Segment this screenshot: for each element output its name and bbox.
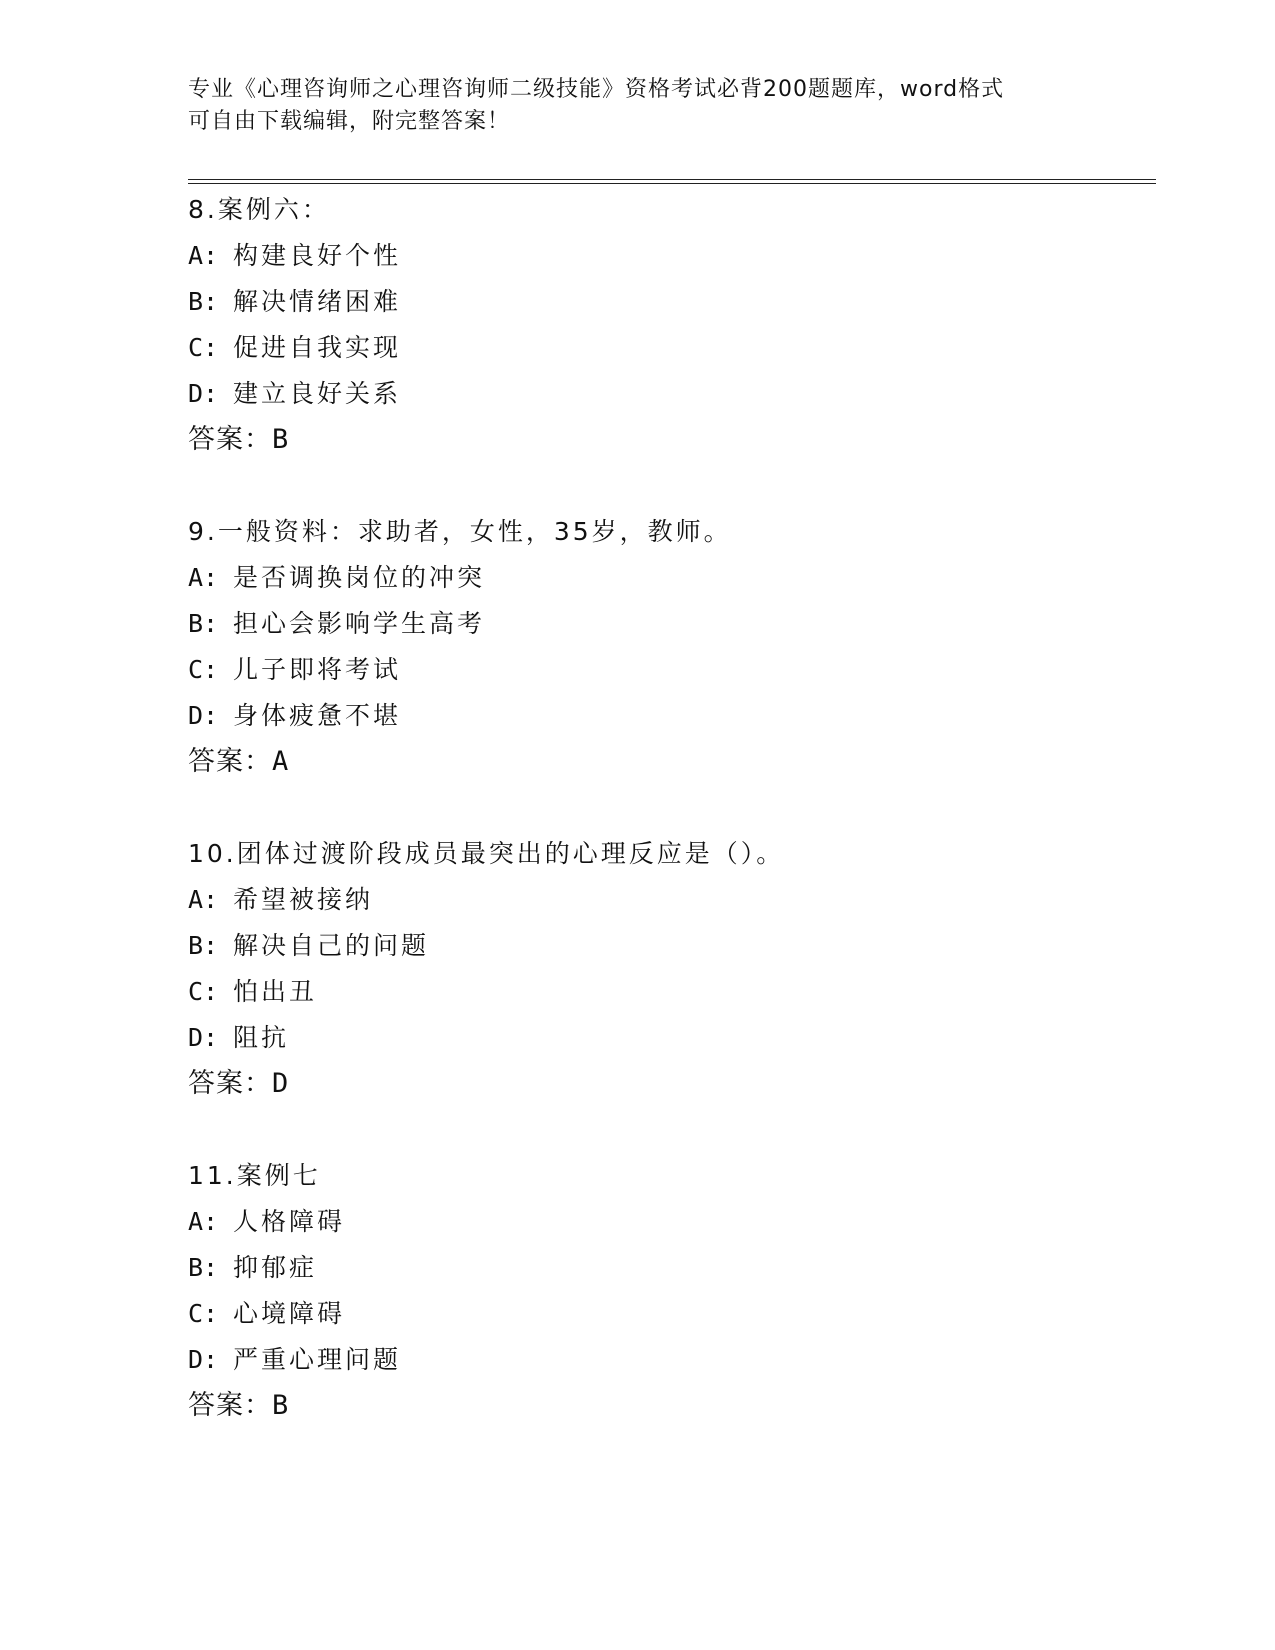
option-d bbox=[188, 1337, 1148, 1383]
answer-value: D bbox=[272, 1068, 290, 1099]
option-b bbox=[188, 279, 1148, 325]
option-key: A: bbox=[188, 885, 219, 914]
question-10 bbox=[188, 831, 1148, 1107]
option-b bbox=[188, 601, 1148, 647]
answer-label: 答案： bbox=[188, 746, 272, 777]
header-line-1: 专业《心理咨询师之心理咨询师二级技能》资格考试必背200题题库，word格式 bbox=[188, 77, 1005, 102]
option-d bbox=[188, 1015, 1148, 1061]
option-d bbox=[188, 693, 1148, 739]
document-header bbox=[188, 74, 1088, 138]
option-b bbox=[188, 923, 1148, 969]
option-c bbox=[188, 647, 1148, 693]
option-key: A: bbox=[188, 1207, 219, 1236]
option-key: C: bbox=[188, 333, 219, 362]
option-b bbox=[188, 1245, 1148, 1291]
option-a bbox=[188, 877, 1148, 923]
option-d bbox=[188, 371, 1148, 417]
question-stem: 8.案例六： bbox=[188, 195, 330, 224]
answer-line bbox=[188, 1061, 1148, 1107]
answer-line bbox=[188, 417, 1148, 463]
option-text: 担心会影响学生高考 bbox=[233, 609, 486, 638]
option-a bbox=[188, 233, 1148, 279]
option-key: C: bbox=[188, 1299, 219, 1328]
option-key: B: bbox=[188, 287, 219, 316]
option-text: 抑郁症 bbox=[233, 1253, 318, 1282]
question-stem: 9.一般资料：求助者，女性，35岁，教师。 bbox=[188, 517, 732, 546]
answer-value: A bbox=[272, 746, 290, 777]
option-key: C: bbox=[188, 977, 219, 1006]
answer-value: B bbox=[272, 424, 290, 455]
option-a bbox=[188, 555, 1148, 601]
question-9 bbox=[188, 509, 1148, 785]
option-c bbox=[188, 325, 1148, 371]
option-text: 身体疲惫不堪 bbox=[233, 701, 402, 730]
answer-label: 答案： bbox=[188, 1390, 272, 1421]
answer-label: 答案： bbox=[188, 1068, 272, 1099]
option-c bbox=[188, 969, 1148, 1015]
option-text: 人格障碍 bbox=[233, 1207, 346, 1236]
option-key: D: bbox=[188, 1345, 219, 1374]
option-text: 儿子即将考试 bbox=[233, 655, 402, 684]
question-stem: 11.案例七 bbox=[188, 1161, 321, 1190]
option-key: B: bbox=[188, 1253, 219, 1282]
option-key: A: bbox=[188, 563, 219, 592]
answer-line bbox=[188, 739, 1148, 785]
option-text: 促进自我实现 bbox=[233, 333, 402, 362]
answer-value: B bbox=[272, 1390, 290, 1421]
option-text: 阻抗 bbox=[233, 1023, 290, 1052]
option-key: B: bbox=[188, 609, 219, 638]
option-a bbox=[188, 1199, 1148, 1245]
option-text: 心境障碍 bbox=[233, 1299, 346, 1328]
header-divider-bottom bbox=[188, 183, 1156, 184]
question-8 bbox=[188, 187, 1148, 463]
question-stem: 10.团体过渡阶段成员最突出的心理反应是（）。 bbox=[188, 839, 785, 868]
option-key: C: bbox=[188, 655, 219, 684]
header-line-2: 可自由下载编辑，附完整答案！ bbox=[188, 109, 511, 134]
option-text: 怕出丑 bbox=[233, 977, 318, 1006]
option-key: D: bbox=[188, 1023, 219, 1052]
option-text: 希望被接纳 bbox=[233, 885, 374, 914]
header-divider-top bbox=[188, 179, 1156, 180]
option-text: 构建良好个性 bbox=[233, 241, 402, 270]
question-11 bbox=[188, 1153, 1148, 1429]
answer-line bbox=[188, 1383, 1148, 1429]
option-text: 严重心理问题 bbox=[233, 1345, 402, 1374]
option-text: 解决情绪困难 bbox=[233, 287, 402, 316]
option-text: 是否调换岗位的冲突 bbox=[233, 563, 486, 592]
option-c bbox=[188, 1291, 1148, 1337]
option-key: A: bbox=[188, 241, 219, 270]
option-text: 解决自己的问题 bbox=[233, 931, 430, 960]
answer-label: 答案： bbox=[188, 424, 272, 455]
option-key: D: bbox=[188, 379, 219, 408]
option-key: D: bbox=[188, 701, 219, 730]
option-text: 建立良好关系 bbox=[233, 379, 402, 408]
option-key: B: bbox=[188, 931, 219, 960]
